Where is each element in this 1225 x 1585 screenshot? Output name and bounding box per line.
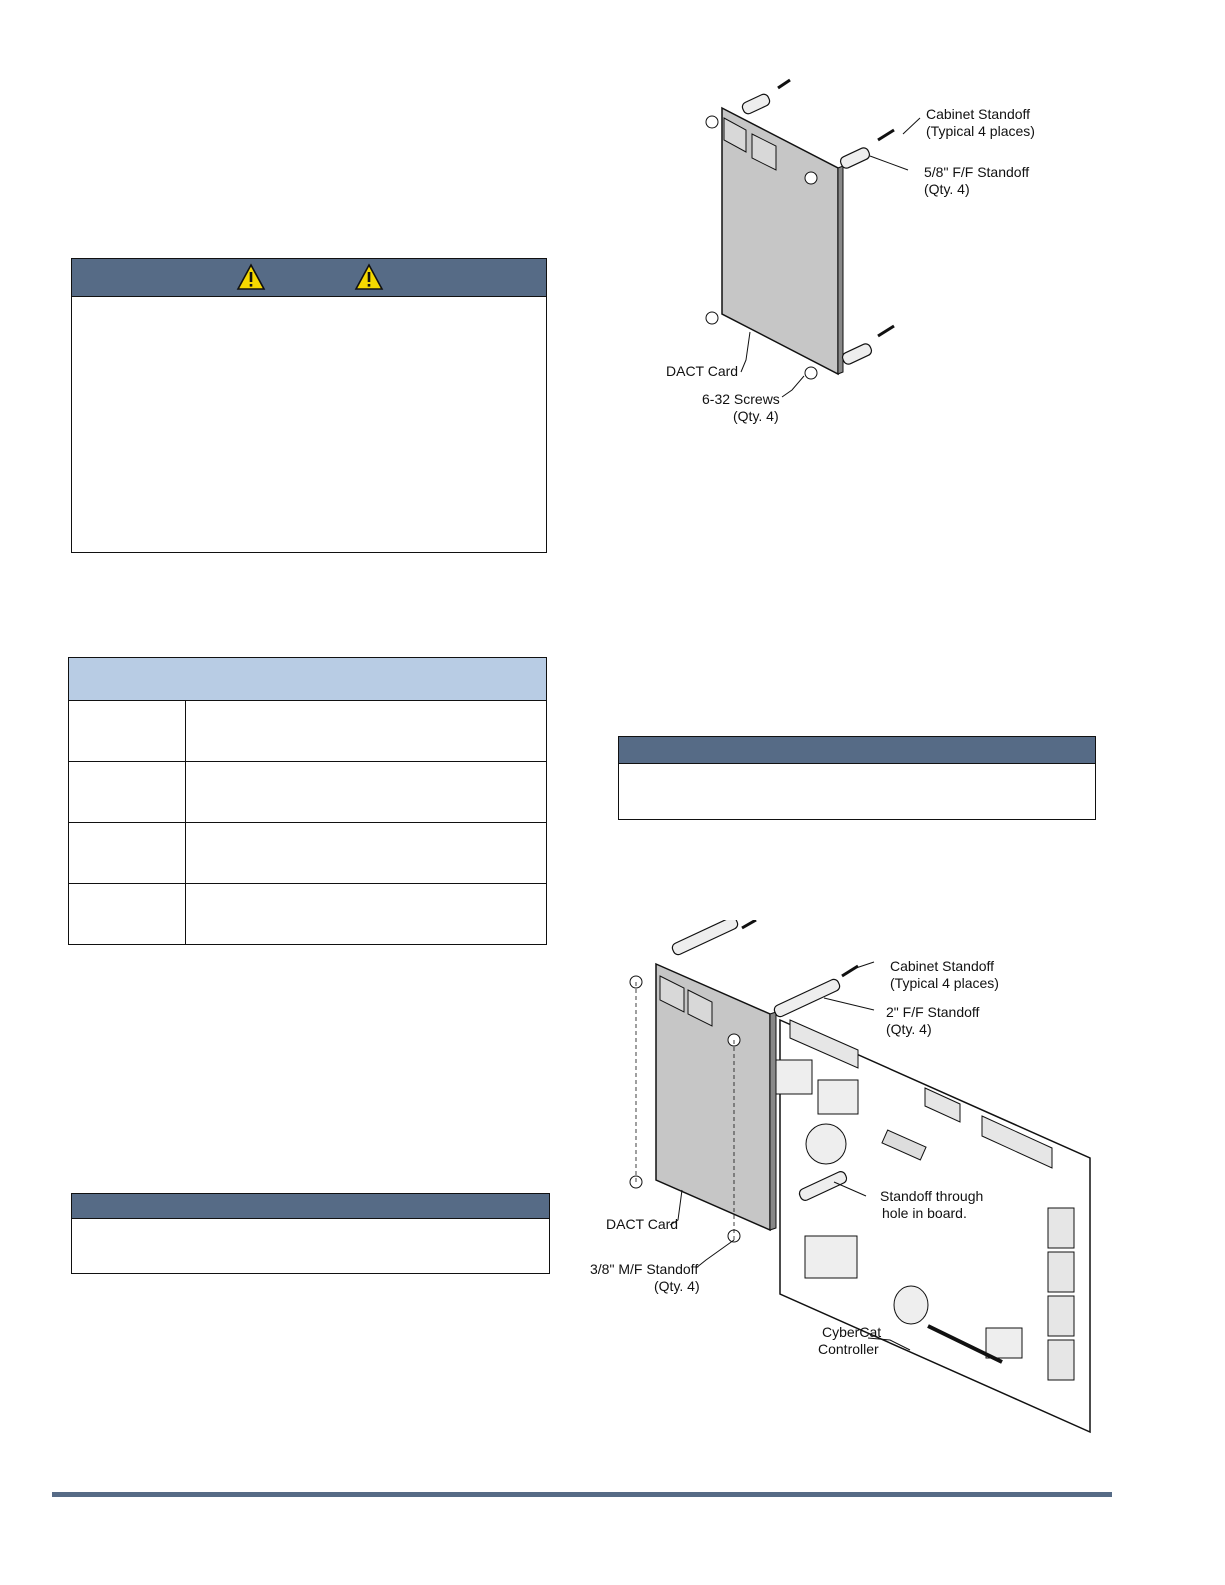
note-box-right	[618, 736, 1096, 820]
label-cabinet-standoff-qty: (Typical 4 places)	[890, 975, 999, 991]
label-dact-card: DACT Card	[666, 363, 739, 379]
table-cell	[69, 884, 186, 945]
label-ff-standoff: 2" F/F Standoff	[886, 1004, 980, 1020]
footer-rule	[52, 1492, 1112, 1497]
table-cell	[69, 701, 186, 762]
label-mf-standoff-qty: (Qty. 4)	[654, 1278, 700, 1294]
warning-box	[71, 258, 547, 553]
table-cell	[186, 884, 547, 945]
label-controller: CyberCat	[822, 1324, 882, 1340]
table-cell	[186, 701, 547, 762]
note-header-bar	[72, 1194, 549, 1219]
label-cabinet-standoff: Cabinet Standoff	[890, 958, 995, 974]
label-screws-qty: (Qty. 4)	[733, 408, 779, 424]
label-ff-standoff-qty: (Qty. 4)	[886, 1021, 932, 1037]
label-dact-card: DACT Card	[606, 1216, 679, 1232]
label-ff-standoff-qty: (Qty. 4)	[924, 181, 970, 197]
table-cell	[186, 823, 547, 884]
dact-card-drawing	[640, 60, 1100, 440]
label-through-hole-2: hole in board.	[882, 1205, 967, 1221]
table-row	[69, 762, 547, 823]
warning-header-bar	[72, 259, 546, 297]
note-header-bar	[619, 737, 1095, 764]
label-screws: 6-32 Screws	[702, 391, 780, 407]
spec-table	[68, 657, 547, 945]
table-cell	[69, 823, 186, 884]
label-controller-2: Controller	[818, 1341, 879, 1357]
table-row	[69, 701, 547, 762]
warning-triangle-icon	[236, 263, 266, 291]
controller-drawing	[590, 920, 1110, 1440]
figure-dact-on-controller	[590, 920, 1110, 1440]
label-cabinet-standoff: Cabinet Standoff	[926, 106, 1031, 122]
table-row	[69, 823, 547, 884]
table-row	[69, 884, 547, 945]
table-cell	[186, 762, 547, 823]
note-box-left	[71, 1193, 550, 1274]
table-cell	[69, 762, 186, 823]
label-ff-standoff: 5/8" F/F Standoff	[924, 164, 1030, 180]
figure-dact-mounting	[640, 60, 1100, 440]
label-cabinet-standoff-qty: (Typical 4 places)	[926, 123, 1035, 139]
label-through-hole: Standoff through	[880, 1188, 984, 1204]
warning-triangle-icon	[354, 263, 384, 291]
table-header	[69, 658, 547, 701]
label-mf-standoff: 3/8" M/F Standoff	[590, 1261, 699, 1277]
